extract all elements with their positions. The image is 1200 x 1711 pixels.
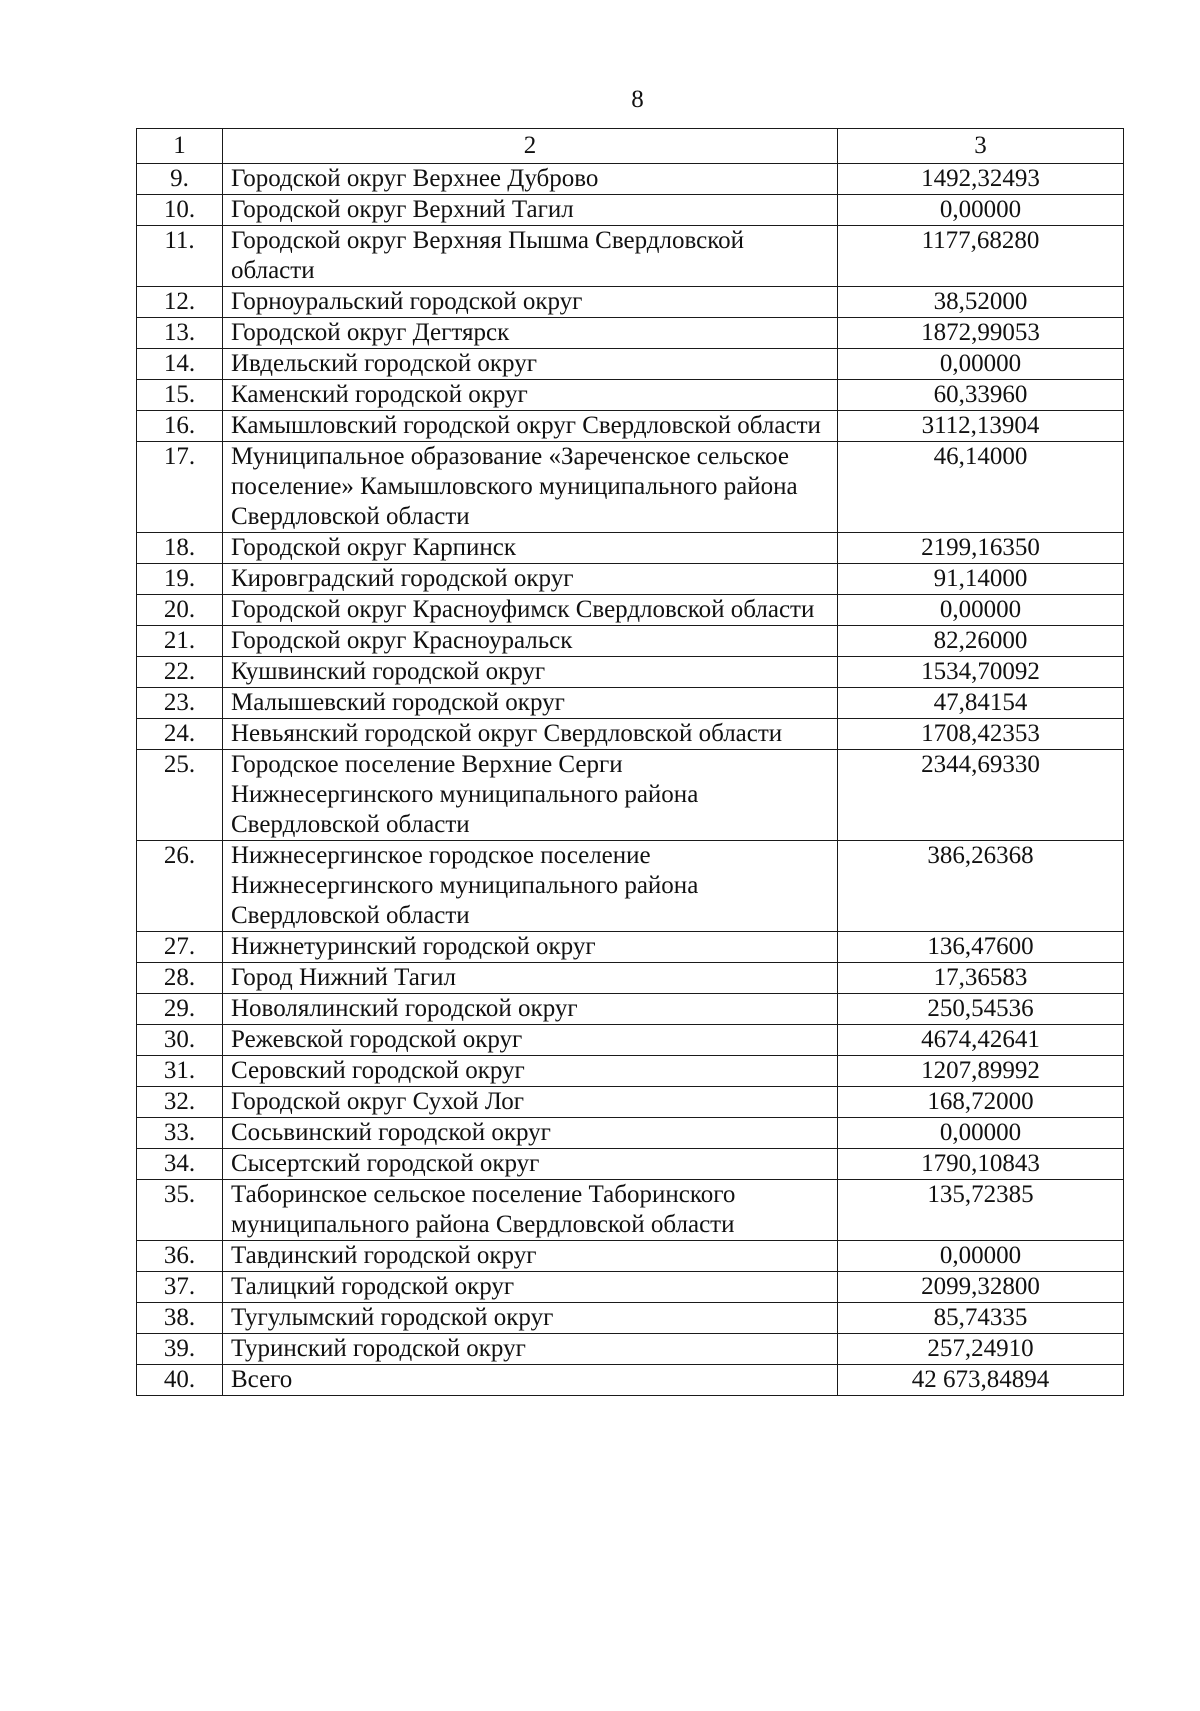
row-name: Кировградский городской округ	[223, 564, 838, 595]
row-value: 1708,42353	[838, 719, 1124, 750]
table-row	[137, 195, 1124, 226]
row-number: 10.	[137, 195, 223, 226]
row-name: Новолялинский городской округ	[223, 994, 838, 1025]
row-name: Туринский городской округ	[223, 1334, 838, 1365]
row-name: Тугулымский городской округ	[223, 1303, 838, 1334]
table-row	[137, 1149, 1124, 1180]
row-name: Город Нижний Тагил	[223, 963, 838, 994]
row-number: 39.	[137, 1334, 223, 1365]
row-value: 46,14000	[838, 442, 1124, 533]
row-name: Тавдинский городской округ	[223, 1241, 838, 1272]
row-number: 16.	[137, 411, 223, 442]
table-header-row	[137, 129, 1124, 164]
row-name: Камышловский городской округ Свердловской области	[223, 411, 838, 442]
row-value: 386,26368	[838, 841, 1124, 932]
row-value: 4674,42641	[838, 1025, 1124, 1056]
row-value: 47,84154	[838, 688, 1124, 719]
row-value: 1177,68280	[838, 226, 1124, 287]
row-number: 31.	[137, 1056, 223, 1087]
column-header-value: 3	[838, 129, 1124, 164]
row-value: 0,00000	[838, 595, 1124, 626]
table-row	[137, 380, 1124, 411]
row-name: Городской округ Верхний Тагил	[223, 195, 838, 226]
row-value: 0,00000	[838, 1241, 1124, 1272]
table-row	[137, 1025, 1124, 1056]
row-value: 1790,10843	[838, 1149, 1124, 1180]
row-number: 30.	[137, 1025, 223, 1056]
table-row	[137, 1180, 1124, 1241]
row-number: 37.	[137, 1272, 223, 1303]
row-number: 21.	[137, 626, 223, 657]
row-name: Городской округ Красноуральск	[223, 626, 838, 657]
column-header-name: 2	[223, 129, 838, 164]
row-value: 85,74335	[838, 1303, 1124, 1334]
row-number: 27.	[137, 932, 223, 963]
table-row	[137, 349, 1124, 380]
row-value: 38,52000	[838, 287, 1124, 318]
table-row	[137, 411, 1124, 442]
row-number: 14.	[137, 349, 223, 380]
row-number: 13.	[137, 318, 223, 349]
row-name: Городской округ Верхнее Дуброво	[223, 164, 838, 195]
row-value: 136,47600	[838, 932, 1124, 963]
row-name: Муниципальное образование «Зареченское сельское поселение» Камышловского муниципального района Свердловской области	[223, 442, 838, 533]
table-row	[137, 287, 1124, 318]
row-value: 2099,32800	[838, 1272, 1124, 1303]
row-number: 32.	[137, 1087, 223, 1118]
row-name: Всего	[223, 1365, 838, 1396]
row-value: 2344,69330	[838, 750, 1124, 841]
table-body	[137, 129, 1124, 1396]
table-row	[137, 1241, 1124, 1272]
table-row	[137, 626, 1124, 657]
allocation-table	[136, 128, 1124, 1396]
table-row	[137, 1303, 1124, 1334]
row-name: Сысертский городской округ	[223, 1149, 838, 1180]
row-value: 0,00000	[838, 1118, 1124, 1149]
row-value: 0,00000	[838, 195, 1124, 226]
table-row	[137, 226, 1124, 287]
table-row	[137, 1056, 1124, 1087]
row-number: 17.	[137, 442, 223, 533]
row-number: 9.	[137, 164, 223, 195]
row-value: 42 673,84894	[838, 1365, 1124, 1396]
row-name: Режевской городской округ	[223, 1025, 838, 1056]
table-row	[137, 1118, 1124, 1149]
row-name: Городской округ Дегтярск	[223, 318, 838, 349]
row-value: 1534,70092	[838, 657, 1124, 688]
table-row	[137, 442, 1124, 533]
row-name: Серовский городской округ	[223, 1056, 838, 1087]
row-number: 26.	[137, 841, 223, 932]
row-value: 250,54536	[838, 994, 1124, 1025]
row-number: 18.	[137, 533, 223, 564]
table-row	[137, 657, 1124, 688]
row-value: 1492,32493	[838, 164, 1124, 195]
row-value: 257,24910	[838, 1334, 1124, 1365]
row-name: Горноуральский городской округ	[223, 287, 838, 318]
row-number: 23.	[137, 688, 223, 719]
row-number: 19.	[137, 564, 223, 595]
row-name: Кушвинский городской округ	[223, 657, 838, 688]
table-row	[137, 1334, 1124, 1365]
row-name: Городской округ Красноуфимск Свердловской области	[223, 595, 838, 626]
row-number: 15.	[137, 380, 223, 411]
row-number: 35.	[137, 1180, 223, 1241]
table-row	[137, 994, 1124, 1025]
row-value: 168,72000	[838, 1087, 1124, 1118]
table-row	[137, 841, 1124, 932]
row-value: 1207,89992	[838, 1056, 1124, 1087]
column-header-number: 1	[137, 129, 223, 164]
row-name: Нижнесергинское городское поселение Нижнесергинского муниципального района Свердловской области	[223, 841, 838, 932]
table-row	[137, 164, 1124, 195]
row-value: 1872,99053	[838, 318, 1124, 349]
row-number: 24.	[137, 719, 223, 750]
table-row	[137, 318, 1124, 349]
row-number: 34.	[137, 1149, 223, 1180]
row-name: Городской округ Сухой Лог	[223, 1087, 838, 1118]
row-name: Таборинское сельское поселение Таборинского муниципального района Свердловской области	[223, 1180, 838, 1241]
row-number: 40.	[137, 1365, 223, 1396]
row-value: 135,72385	[838, 1180, 1124, 1241]
row-number: 20.	[137, 595, 223, 626]
row-name: Ивдельский городской округ	[223, 349, 838, 380]
table-row	[137, 719, 1124, 750]
table-row	[137, 533, 1124, 564]
table-row	[137, 564, 1124, 595]
table-row	[137, 595, 1124, 626]
table-row	[137, 1087, 1124, 1118]
row-value: 2199,16350	[838, 533, 1124, 564]
row-number: 33.	[137, 1118, 223, 1149]
row-value: 17,36583	[838, 963, 1124, 994]
table-row	[137, 932, 1124, 963]
row-value: 0,00000	[838, 349, 1124, 380]
row-number: 22.	[137, 657, 223, 688]
row-name: Сосьвинский городской округ	[223, 1118, 838, 1149]
row-name: Талицкий городской округ	[223, 1272, 838, 1303]
row-value: 82,26000	[838, 626, 1124, 657]
table-row	[137, 1365, 1124, 1396]
row-name: Городское поселение Верхние Серги Нижнесергинского муниципального района Свердловской области	[223, 750, 838, 841]
row-name: Городской округ Карпинск	[223, 533, 838, 564]
table-row	[137, 1272, 1124, 1303]
row-name: Малышевский городской округ	[223, 688, 838, 719]
table-row	[137, 750, 1124, 841]
row-name: Невьянский городской округ Свердловской области	[223, 719, 838, 750]
row-name: Городской округ Верхняя Пышма Свердловской области	[223, 226, 838, 287]
row-name: Каменский городской округ	[223, 380, 838, 411]
row-number: 12.	[137, 287, 223, 318]
table-row	[137, 963, 1124, 994]
row-number: 38.	[137, 1303, 223, 1334]
row-number: 29.	[137, 994, 223, 1025]
table-row	[137, 688, 1124, 719]
row-number: 25.	[137, 750, 223, 841]
row-value: 3112,13904	[838, 411, 1124, 442]
row-value: 60,33960	[838, 380, 1124, 411]
page-number: 8	[631, 86, 644, 113]
row-name: Нижнетуринский городской округ	[223, 932, 838, 963]
row-value: 91,14000	[838, 564, 1124, 595]
row-number: 28.	[137, 963, 223, 994]
row-number: 11.	[137, 226, 223, 287]
row-number: 36.	[137, 1241, 223, 1272]
